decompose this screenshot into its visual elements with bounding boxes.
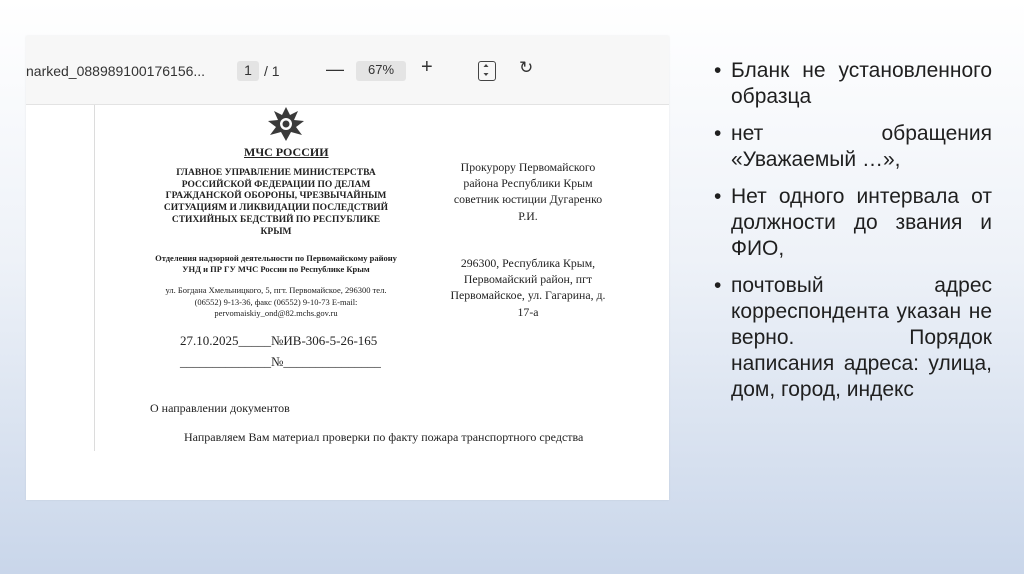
zoom-out-button[interactable]: — [326,59,344,79]
contact-details: ул. Богдана Хмельницкого, 5, пгт. Первомайское, 296300 тел. (06552) 9-13-36, факс (06552) 9-10-73 E-mail: pervomaiskiy_ond@82.mchs.gov.ru [165,285,387,318]
document-screenshot [26,36,669,500]
note-item: • почтовый адрес корреспондента указан не верно. Порядок написания адреса: улица, дом, город, индекс [714,273,992,403]
pdf-toolbar [26,36,669,105]
agency-name: МЧС РОССИИ [244,145,329,159]
notes-list [714,58,992,414]
file-name: narked_088989100176156... [26,63,206,79]
page-total: / 1 [264,63,280,79]
letter-subject: О направлении документов [150,401,290,415]
page-edge [94,105,95,451]
letter-body-line: Направляем Вам материал проверки по факту пожара транспортного средства [184,430,584,444]
note-item: • Бланк не установленного образца [714,58,992,110]
date-number-line: 27.10.2025_____№ИВ-306-5-26-165 [180,333,378,348]
department-header: ГЛАВНОЕ УПРАВЛЕНИЕ МИНИСТЕРСТВА РОССИЙСКОЙ ФЕДЕРАЦИИ ПО ДЕЛАМ ГРАЖДАНСКОЙ ОБОРОНЫ, ЧРЕЗВЫЧАЙНЫМ СИТУАЦИЯМ И ЛИКВИДАЦИИ ПОСЛЕДСТВИЙ СТИХИЙНЫХ БЕДСТВИЙ ПО РЕСПУБЛИКЕ КРЫМ [163,168,389,237]
fit-page-icon[interactable] [478,61,496,81]
document-page [26,105,669,451]
recipient-block: Прокурору Первомайского района Республики Крым советник юстиции Дугаренко Р.И. [453,160,603,223]
emblem-icon [260,105,312,143]
reference-number-line: ______________№_______________ [180,354,381,369]
page-number-input[interactable]: 1 [237,61,259,81]
rotate-icon[interactable]: ↻ [519,58,534,77]
note-item: • нет обращения «Уважаемый …», [714,121,992,173]
subdivision-name: Отделения надзорной деятельности по Первомайскому району УНД и ПР ГУ МЧС России по Республике Крым [155,253,397,274]
zoom-in-button[interactable]: + [421,56,433,78]
recipient-address: 296300, Республика Крым, Первомайский район, пгт Первомайское, ул. Гагарина, д. 17-а [450,256,606,319]
note-item: • Нет одного интервала от должности до звания и ФИО, [714,184,992,262]
zoom-level[interactable]: 67% [356,61,406,81]
